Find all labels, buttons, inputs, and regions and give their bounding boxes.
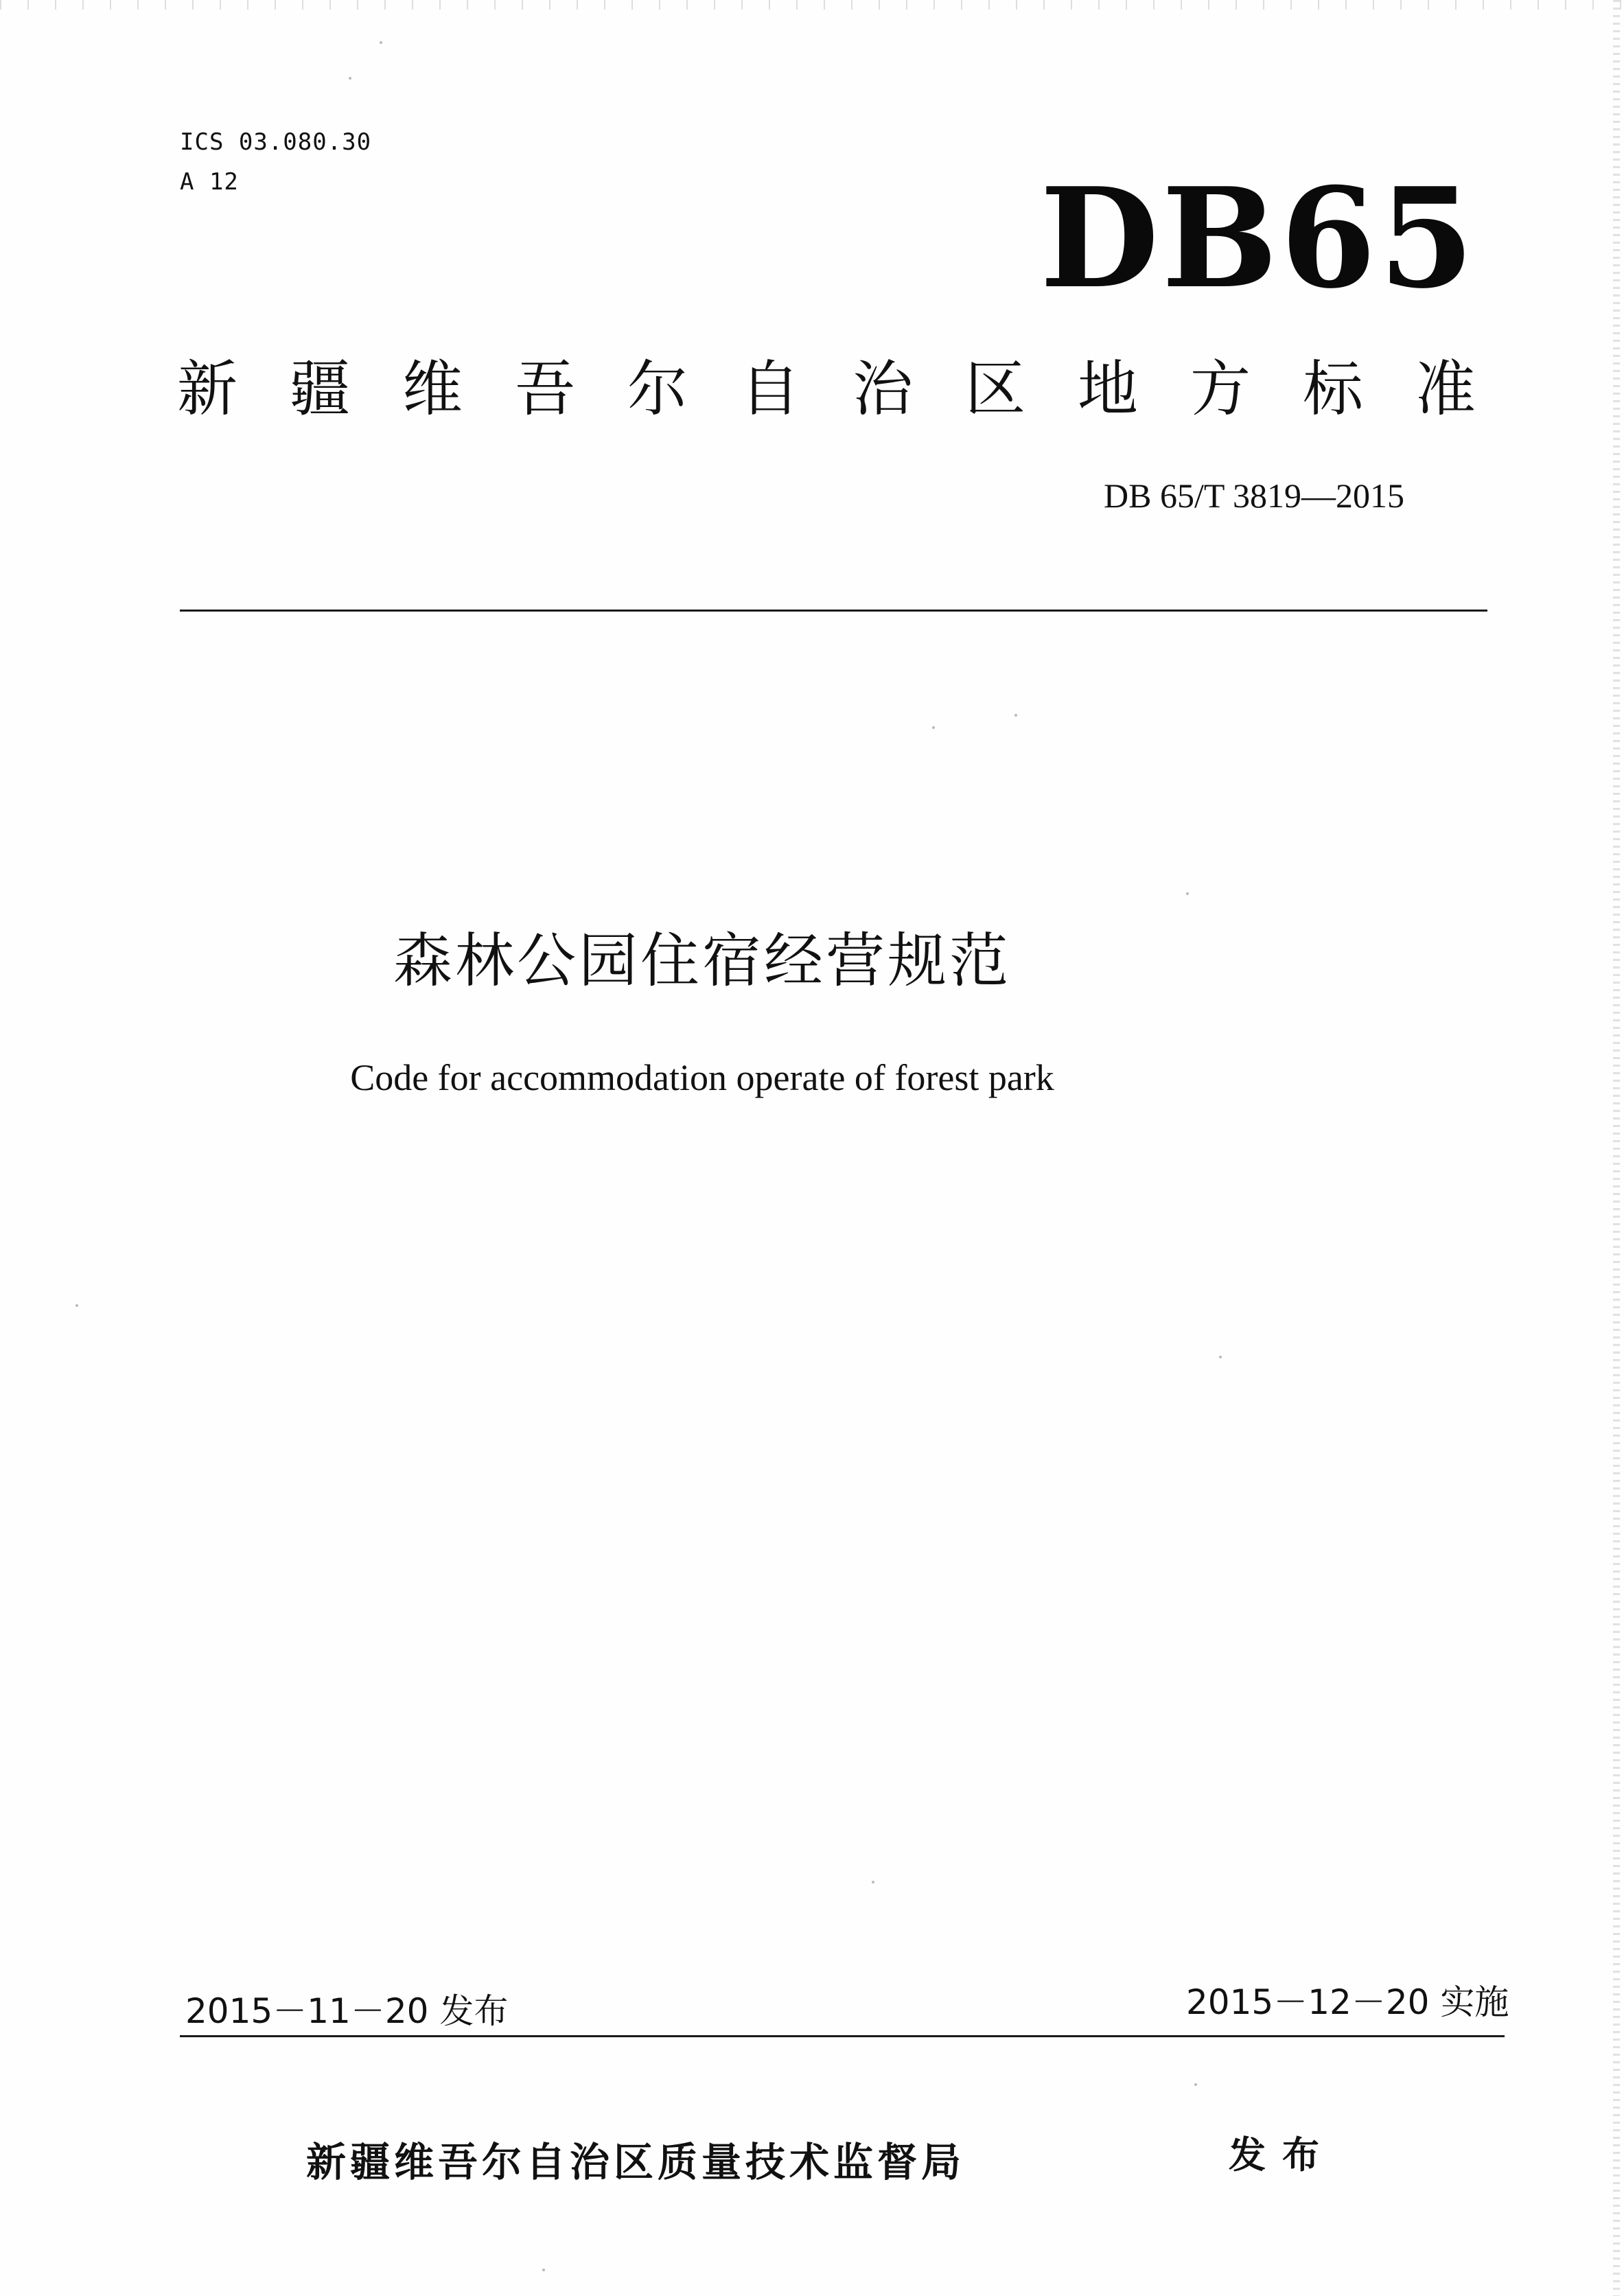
issue-date: 2015－11－20 发布 — [185, 1991, 509, 2031]
scan-speck — [872, 1881, 874, 1883]
ics-code: ICS 03.080.30 — [180, 128, 372, 156]
scan-edge-top — [0, 0, 1624, 10]
scan-edge-right — [1613, 0, 1620, 2296]
scan-speck — [1194, 2083, 1197, 2086]
footer-divider — [180, 2035, 1505, 2037]
standard-brand-mark: DB65 — [1040, 158, 1477, 319]
scan-speck — [1219, 1356, 1222, 1358]
scan-speck — [380, 41, 382, 44]
implementation-date: 2015－12－20 实施 — [1186, 1982, 1509, 2022]
standard-type-title: 新疆维吾尔自治区地方标准 — [177, 353, 1529, 424]
ccs-code: A 12 — [180, 168, 239, 196]
scan-speck — [1186, 892, 1189, 895]
standard-number: DB 65/T 3819—2015 — [1104, 476, 1404, 515]
scan-speck — [76, 1304, 78, 1307]
scan-speck — [1014, 714, 1017, 717]
scan-speck — [932, 726, 935, 729]
scan-speck — [542, 2269, 545, 2271]
document-title-cn-row — [0, 923, 1624, 999]
document-title-cn: 森林公园住宿经营规范 — [393, 927, 1011, 995]
scan-speck — [349, 77, 351, 80]
document-title-en-row — [0, 1054, 1624, 1102]
header-divider — [180, 610, 1487, 612]
issue-label: 发布 — [1229, 2133, 1336, 2177]
issuing-authority: 新疆维吾尔自治区质量技术监督局 — [306, 2139, 966, 2185]
classification-codes — [180, 122, 371, 202]
document-title-en: Code for accommodation operate of forest park — [350, 1057, 1054, 1098]
